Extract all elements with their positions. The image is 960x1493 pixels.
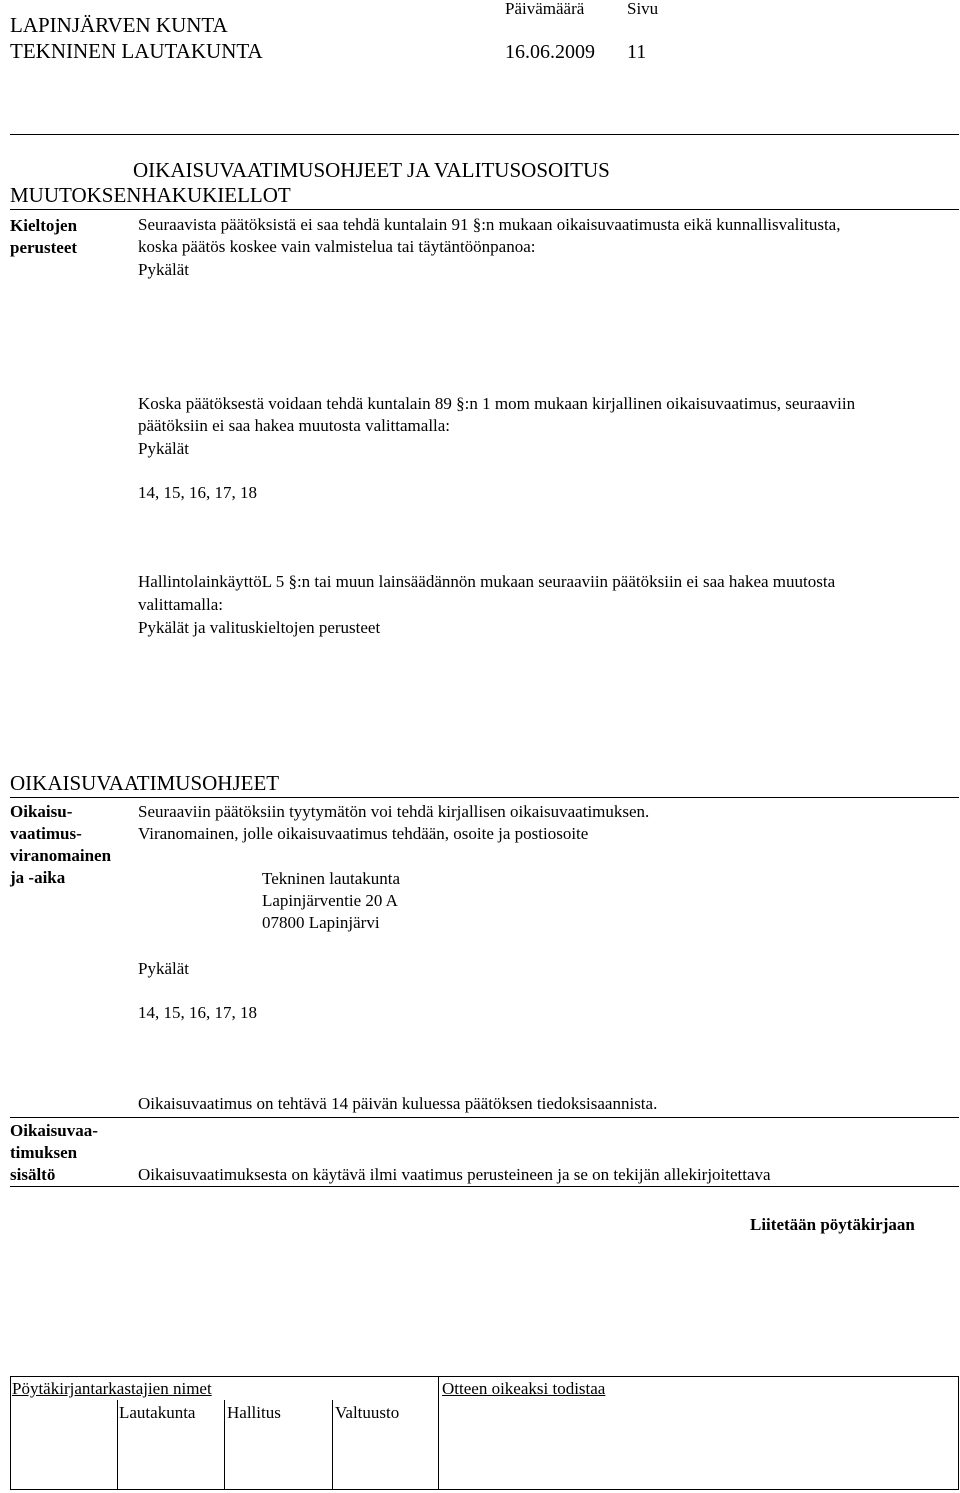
board-name: TEKNINEN LAUTAKUNTA [10,39,263,63]
checkers-label: Pöytäkirjantarkastajien nimet [12,1379,212,1398]
signature-divider [117,1400,118,1489]
header-rule [10,134,959,135]
rectification-text: Viranomainen, jolle oikaisuvaatimus tehdään, osoite ja postiosoite [138,824,589,843]
page-label: Sivu [627,0,659,18]
content-rule [10,1186,959,1187]
section-numbers: 14, 15, 16, 17, 18 [138,1003,257,1022]
rectification-side-label: vaatimus- [10,824,82,843]
restrictions-side-label: perusteet [10,238,78,257]
meeting-date: 16.06.2009 [505,41,595,63]
restriction-text: HallintolainkäyttöL 5 §:n tai muun lainsäädännön mukaan seuraaviin päätöksiin ei saa hakea muutosta [138,572,836,591]
copy-certified-label: Otteen oikeaksi todistaa [442,1379,606,1398]
rectification-rule [10,797,959,798]
rectification-heading: OIKAISUVAATIMUSOHJEET [10,771,280,795]
date-label: Päivämäärä [505,0,585,18]
content-text: Oikaisuvaatimuksesta on käytävä ilmi vaatimus perusteineen ja se on tekijän allekirjoitettava [138,1165,771,1184]
authority-address: Lapinjärventie 20 A [262,891,398,910]
sections-label: Pykälät [138,959,189,978]
restriction-text: valittamalla: [138,595,223,614]
authority-address: 07800 Lapinjärvi [262,913,380,932]
attach-note: Liitetään pöytäkirjaan [750,1215,915,1234]
rectification-text: Seuraaviin päätöksiin tyytymätön voi tehdä kirjallisen oikaisuvaatimuksen. [138,802,650,821]
deadline-text: Oikaisuvaatimus on tehtävä 14 päivän kuluessa päätöksen tiedoksisaannista. [138,1094,658,1113]
content-side-label: Oikaisuvaa- [10,1121,98,1140]
rectification-side-label: viranomainen [10,846,112,865]
restrictions-rule [10,209,959,210]
restriction-text: Koska päätöksestä voidaan tehdä kuntalain 89 §:n 1 mom mukaan kirjallinen oikaisuvaatimus, seuraaviin [138,394,856,413]
council-column-label: Valtuusto [335,1403,400,1422]
restriction-text: päätöksiin ei saa hakea muutosta valittamalla: [138,416,451,435]
main-title: OIKAISUVAATIMUSOHJEET JA VALITUSOSOITUS [133,158,610,182]
rectification-side-label: Oikaisu- [10,802,73,821]
content-side-label: timuksen [10,1143,78,1162]
rectification-side-label: ja -aika [10,868,66,887]
sections-label: Pykälät [138,439,189,458]
page-number: 11 [627,41,647,63]
restrictions-heading: MUUTOKSENHAKUKIELLOT [10,183,291,207]
board-column-label: Lautakunta [119,1403,196,1422]
signature-divider [224,1400,225,1489]
content-side-label: sisältö [10,1165,56,1184]
sections-label: Pykälät [138,260,189,279]
signature-divider [332,1400,333,1489]
restriction-text: Seuraavista päätöksistä ei saa tehdä kuntalain 91 §:n mukaan oikaisuvaatimusta eikä kunnallisvalitusta, [138,215,841,234]
section-numbers: 14, 15, 16, 17, 18 [138,483,257,502]
sections-label: Pykälät ja valituskieltojen perusteet [138,618,381,637]
restriction-text: koska päätös koskee vain valmistelua tai täytäntöönpanoa: [138,237,536,256]
restrictions-side-label: Kieltojen [10,216,78,235]
government-column-label: Hallitus [227,1403,281,1422]
signature-divider [438,1376,439,1489]
authority-address: Tekninen lautakunta [262,869,401,888]
org-name: LAPINJÄRVEN KUNTA [10,13,228,37]
deadline-rule [10,1117,959,1118]
